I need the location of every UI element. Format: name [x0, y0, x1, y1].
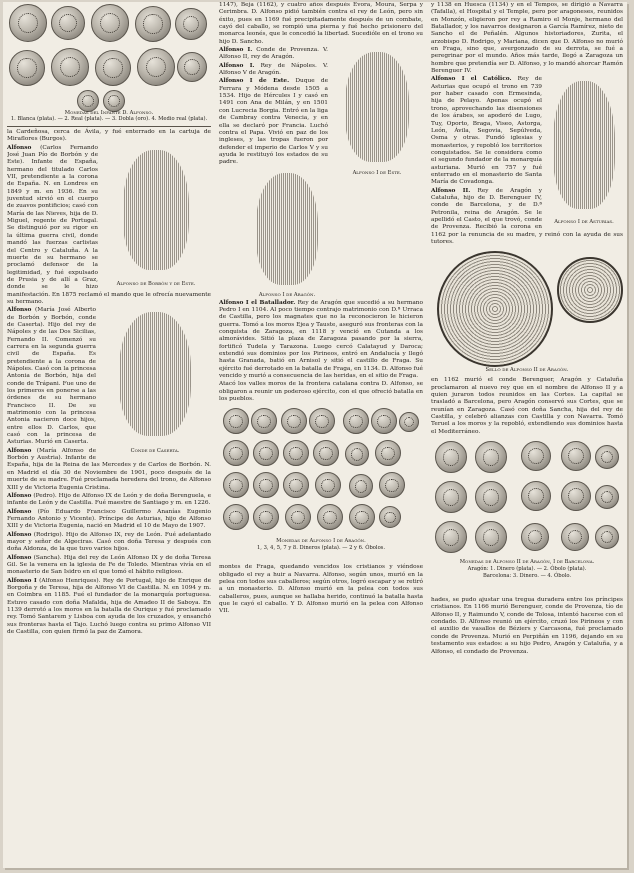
portrait-image [123, 150, 189, 270]
entry-alfonso-pio [7, 509, 211, 531]
coin-15 [595, 525, 619, 549]
entry-heading: Alfonso [7, 508, 32, 515]
caption-borbon-este: Alfonso de Borbón y de Este. [116, 281, 196, 288]
coin-3 [91, 4, 129, 42]
entry-heading: Alfonso [7, 554, 32, 561]
coin-8 [223, 440, 249, 466]
coin-4 [561, 441, 591, 471]
seal-2 [557, 257, 623, 323]
caption-aragon: Alfonso I de Aragón. [258, 292, 316, 299]
portrait-este [331, 48, 423, 176]
caption-coins-barcelona-sub1: Aragón: 1. Dinero (plata). — 2. Óbolo (plata). [467, 566, 587, 573]
coin-10 [595, 485, 619, 509]
coin-23 [317, 504, 343, 530]
coin-7 [399, 412, 419, 432]
portrait-image [553, 81, 615, 209]
caption-coins-aragon: Monedas de Alfonso I de Aragón. [276, 538, 366, 545]
coin-11 [313, 440, 339, 466]
coins-infante-figure [7, 2, 211, 124]
coin-7 [51, 48, 89, 86]
entry-text: la Cardeñosa, cerca de Ávila, y fué enterrado en la cartuja de Miraflores (Burgos). [7, 129, 211, 143]
entry-alfonso-rodrigo [7, 532, 211, 554]
entry-text: 1147), Beja (1162), y cuatro años después Évora, Moura, Serpa y Cerimbra. D. Alfonso pidió también contra el rey de León, pero sin éxito, pues en 1169 fué precipitadamente después de un combate, cayó del caballo, se rompió una pierna y fué hecho prisionero del monarca leonés, que le concedió la libertad. Sucedióle en el trono su hijo D. Sancho. [219, 2, 423, 45]
entry-text: en 1162 murió el conde Berenguer, Aragón y Cataluña proclamaron al nuevo rey que en el nombre de Alfonso II y a quien juraron todos reunidos en las Cortes. La capital se trasladó a Barcelona, pero Aragón conservó sus Cortes, que se reunían en Zaragoza. Casó con doña Sancha, hija del rey de Castilla, y celebró alianzas con Castilla y con Navarra. Tomó Teruel a los moros y la repobló, extendiendo sus dominios hasta el Mediterráneo. [431, 377, 623, 435]
entry-heading: Alfonso [7, 531, 32, 538]
entry-alfonso-pedro [7, 493, 211, 508]
entry-body: (Alfonso Henriques). Rey de Portugal, hijo de Enrique de Borgoña y de Teresa, hija de Alfonso VI de Castilla. N. en 1094 y m. en Coimbra en 1185. Fué el fundador de la monarquía portuguesa. Estuvo casado con doña Mafalda, hija de Amadeo II de Saboya. En 1139 derrotó a los moros en la batalla de Ourique y fué proclamado rey. Tomó Santarem y Lisboa con ayuda de los cruzados, y ensanchó sus fronteras hasta el Tajo. Luchó luego contra su primo Alfonso VII de Castilla, con quien firmó la paz de Zamora. [7, 577, 211, 636]
portrait-asturias [545, 77, 623, 225]
coin-2 [475, 441, 507, 473]
coin-17 [315, 472, 341, 498]
entry-body: (Pío Eduardo Francisco Guillermo Ananías Eugenio Fernando Antonio y Vicente). Príncipe de Asturias, hijo de Alfonso XIII y de Victoria Eugenia, nació en Madrid el 10 de Mayo de 1907. [7, 508, 211, 530]
coin-12 [103, 90, 125, 112]
caption-asturias: Alfonso I de Asturias. [554, 219, 614, 226]
entry-body: (Carlos Fernando José Juan Pío de Borbón y de Este). Infante de España, hermano del titulado Carlos VII, pretendiente a la corona de España. N. en Londres en 1849 y m. en 1936. En su juventud sirvió en el cuerpo de zuavos pontificios; casó con María de las Nieves, hija de D. Miguel, regente de Portugal. Se distinguió por su rigor en la última guerra civil, donde mandó las fuerzas carlistas del Centro y Cataluña. A la muerte de su hermano se proclamó defensor de la legitimidad, y fué expulsado de Prusia y de allí a Graz, donde se le hizo manifestación. En 1875 reclamó el mando que le ofrecía nuevamente su hermano. [7, 144, 211, 305]
caption-caserta: Conde de Caserta. [130, 447, 180, 454]
coin-8 [95, 50, 131, 86]
entry-heading: Alfonso I el Católico. [431, 76, 512, 83]
caption-coins-infante: Monedas del Infante D. Alfonso. [64, 110, 154, 116]
coin-3 [281, 408, 307, 434]
coin-13 [521, 523, 549, 551]
column-3 [431, 2, 623, 868]
entry-heading: Alfonso [7, 492, 32, 499]
encyclopedia-page [3, 2, 627, 868]
coins-aragon-figure [219, 404, 423, 564]
coin-21 [253, 504, 279, 530]
entry-alfonso-sancha [7, 555, 211, 577]
coin-25 [379, 506, 401, 528]
entry-heading: Alfonso I [7, 577, 37, 584]
entry-body: (Sancha). Hija del rey de León Alfonso IX y de doña Teresa Gil. Se la venera en la iglesia de Fe de Toledo. Mientras vivía en el monasterio de San Isidro en el que tomó el hábito religioso. [7, 554, 211, 576]
coin-10 [283, 440, 309, 466]
coin-22 [285, 504, 311, 530]
coin-9 [137, 48, 175, 86]
coin-6 [371, 408, 397, 434]
coin-12 [475, 521, 507, 553]
entry-body: Rey de Aragón que sucedió a su hermano Pedro I en 1104. Al poco tiempo contrajo matrimonio con D.ª Urraca de Castilla, pero los magnates que no la reconocieron le hicieron guerra. Tomó a los moros Ejea y Tauste, aseguró sus fronteras con la conquista de Zaragoza, en 1118 y venció en Cutanda a los almorávides. Sitió la plaza de Zaragoza pasando por la sierra, fortificó Tudela y Tarazona. Luego cercó Calatayud y Daroca; extendió sus dominios por los Pirineos, entró en Andalucía y llegó hasta Granada, batió en Arnisol y sitió el castillo de Fraga. Su ejército fué derrotado en la batalla de Fraga, en 1134. D. Alfonso fué vencido y murió a consecuencia de las heridas, en el sitio de Fraga. [219, 299, 423, 379]
coin-12 [345, 442, 369, 466]
entry-heading: Alfonso I. [219, 62, 255, 69]
entry-body: (Rodrigo). Hijo de Alfonso IX, rey de León. Fué adelantado mayor y señor de Algeciras. Casó con doña Teresa y después con doña Aldonza, de la que tuvo varios hijos. [7, 531, 211, 553]
portrait-caserta [99, 308, 211, 454]
entry-text: montes de Fraga, quedando vencidos los cristianos y viéndose obligado el rey a huir a Navarra. Alfonso, según unos, murió en la pelea con todos sus caballeros; según otros, logró escapar y se retiró a un monasterio. D. Alfonso murió en la pelea con todos sus caballeros, pues, aunque se hallaba herido, continuó la batalla hasta que le cayó el caballo. Y D. Alfonso murió en la pelea con Alfonso VII. [219, 564, 423, 615]
coin-16 [283, 472, 309, 498]
portrait-image [256, 173, 318, 285]
sello-figure [431, 247, 623, 377]
coin-14 [223, 472, 249, 498]
entry-body: Rey de Nápoles. V. Alfonso V de Aragón. [219, 62, 328, 77]
coin-6 [9, 50, 45, 86]
coin-10 [177, 52, 207, 82]
entry-heading: Alfonso I el Batallador. [219, 299, 296, 306]
coin-5 [175, 8, 207, 40]
column-2 [219, 2, 423, 868]
coin-24 [349, 504, 375, 530]
seal-1 [437, 251, 553, 367]
coin-4 [135, 6, 171, 42]
caption-este: Alfonso I de Este. [352, 169, 402, 176]
entry-heading: Alfonso II. [431, 187, 471, 194]
coins-barcelona-figure [431, 437, 623, 597]
coin-1 [435, 441, 467, 473]
column-1 [7, 2, 211, 868]
entry-alfonso-i-portugal [7, 578, 211, 637]
coin-2 [251, 408, 277, 434]
entry-body: (María Alfonso de Borbón y Austria). Infante de España, hija de la Reina de las Mercedes y de Carlos de Borbón. N. en Madrid el día 30 de Noviembre de 1901, poco después de la muerte de su madre. Fué proclamada heredera del trono, de Alfonso XIII y de Victoria Eugenia Cristina. [7, 447, 211, 491]
coin-13 [375, 440, 401, 466]
coin-19 [379, 472, 405, 498]
coin-11 [77, 90, 99, 112]
caption-coins-barcelona: Monedas de Alfonso II de Aragón, I de Barcelona. [459, 559, 595, 566]
coin-2 [51, 6, 85, 40]
coin-4 [309, 408, 335, 434]
entry-body: Duque de Ferrara y Módena desde 1505 a 1534. Hijo de Hércules I y casó en 1491 con Ana de Milán, y en 1501 con Lucrecia Borgia. Entró en la liga de Cambray contra Venecia, y en ella se declaró por Francia. Luchó contra el Papa. Vivió en paz de los ingleses, y las tropas fueron por defender el imperio de Carlos V y su ayuda le restituyó los estados de su padre. [219, 78, 328, 166]
entry-alfonso-maria [7, 448, 211, 492]
portrait-image [345, 52, 409, 162]
entry-body: (Pedro). Hijo de Alfonso IX de León y de doña Berenguela, e infante de León y de Castilla. Fué maestre de Santiago y m. en 1226. [7, 492, 211, 507]
caption-coins-barcelona-sub2: Barcelona: 3. Dinero. — 4. Óbolo. [482, 573, 572, 580]
coin-20 [223, 504, 249, 530]
divider [7, 126, 211, 127]
entry-heading: Alfonso [7, 307, 32, 314]
entry-body: Conde de Provenza. V. Alfonso II, rey de Aragón. [219, 47, 328, 61]
entry-heading: Alfonso [7, 447, 32, 454]
entry-text: Atacó los valles moros de la frontera catalana contra D. Alfonso, se obligaron a reunir un poderoso ejército, con el que ofreció batalla en los pueblos. [219, 381, 423, 403]
entry-heading: Alfonso [7, 144, 32, 151]
entry-body: Rey de Aragón y Cataluña, hijo de D. Berenguer IV, conde de Barcelona, y de D.ª Petronila, reina de Aragón. Se le apellidó el Casto, el que trovó, conde de Provenza. Recibió la corona en 1162 por la renuncia de su madre, y reinó con la ayuda de sus tutores. [431, 187, 623, 245]
entry-body: Rey de Asturias que ocupó el trono en 739 por haber casado con Ermesinda, hija de Pelayo. Apenas ocupó el trono, aprovechando las disensiones de los árabes, se apoderó de Lugo, Tuy, Oporto, Braga, Viseo, Astorga, León, Ávila, Segovia, Sepúlveda, Osma y otras. Fundó iglesias y monasterios, y repobló los territorios conquistados. Se le considera como el segundo fundador de la monarquía asturiana. Murió en 757 y fué enterrado en el monasterio de Santa María de Covadonga. [431, 76, 542, 186]
portrait-borbon-este [101, 146, 211, 288]
portrait-aragon [246, 169, 328, 299]
entry-text: hades, se pudo ajustar una tregua duradera entre los príncipes cristianos. En 1166 murió Berenguer, conde de Provenza, tío de Alfonso II, y Raimundo V, conde de Tolosa, intentó hacerse con el condado. D. Alfonso reunió un ejército, cruzó los Pirineos y con el auxilio de vasallos de Béziers y Carcasona, fué proclamado conde de Provenza. Murió en Perpiñán en 1196, dejando en su testamento sus estados: a su hijo Pedro, Aragón y Cataluña, y a Alfonso, el condado de Provenza. [431, 597, 623, 655]
caption-sello: Sello de Alfonso II de Aragón. [485, 367, 569, 374]
coin-1 [223, 408, 249, 434]
caption-coins-infante-sub: 1. Blanca (plata). — 2. Real (plata). — 3. Dobla (oro). 4. Medio real (plata). [10, 116, 208, 122]
coin-14 [561, 523, 589, 551]
coin-11 [435, 521, 467, 553]
coin-1 [9, 4, 47, 42]
coin-6 [435, 481, 467, 513]
entry-heading: Alfonso I. [219, 47, 253, 54]
coin-18 [349, 474, 373, 498]
coin-8 [521, 481, 551, 511]
coin-3 [521, 441, 551, 471]
coin-9 [253, 440, 279, 466]
coin-15 [253, 472, 279, 498]
coin-7 [475, 481, 507, 513]
entry-heading: Alfonso I de Este. [219, 78, 290, 85]
coin-9 [561, 481, 591, 511]
portrait-image [119, 312, 191, 436]
entry-body: (María José Alberto de Borbón y Borbón, conde de Caserta). Hijo del rey de Nápoles y de las Dos Sicilias, Fernando II. Comenzó su carrera en la segunda guerra civil de España. Es pretendiente a la corona de Nápoles. Casó con la princesa Antonia de Borbón, hija del conde de Trápani. Fue uno de los primeros en ponerse a las órdenes de su hermano Francisco II. De su matrimonio con la princesa Antonia nacieron doce hijos, entre ellos D. Carlos, que casó con la princesa de Asturias. Murió en Caserta. [7, 307, 96, 446]
coin-5 [595, 445, 619, 469]
caption-coins-aragon-sub: 1, 3, 4, 5, 7 y 8. Dineros (plata). — 2 y 6. Óbolos. [256, 545, 385, 552]
entry-text: y 1138 en Huesca (1134) y en el Tempos, se dirigió a Navarra (Tafalla), el Hospital y el Temple, pero por aragoneses, reunidos en Monzón, eligieron por rey a Ramiro el Monje, hermano del Batallador, y los navarros designaron a García Ramírez, nieto de Sancho el de Peñalén. Algunos historiadores, Zurita, el arzobispo D. Rodrigo, y Mariana, dicen que D. Alfonso no murió en Fraga, sino que, avergonzado de su derrota, se fué a peregrinar por el mundo. Años más tarde, llegó a Zaragoza un hombre que pretendía ser D. Alfonso, y lo mandó ahorcar Ramón Berenguer IV. [431, 2, 623, 75]
coin-5 [343, 408, 369, 434]
